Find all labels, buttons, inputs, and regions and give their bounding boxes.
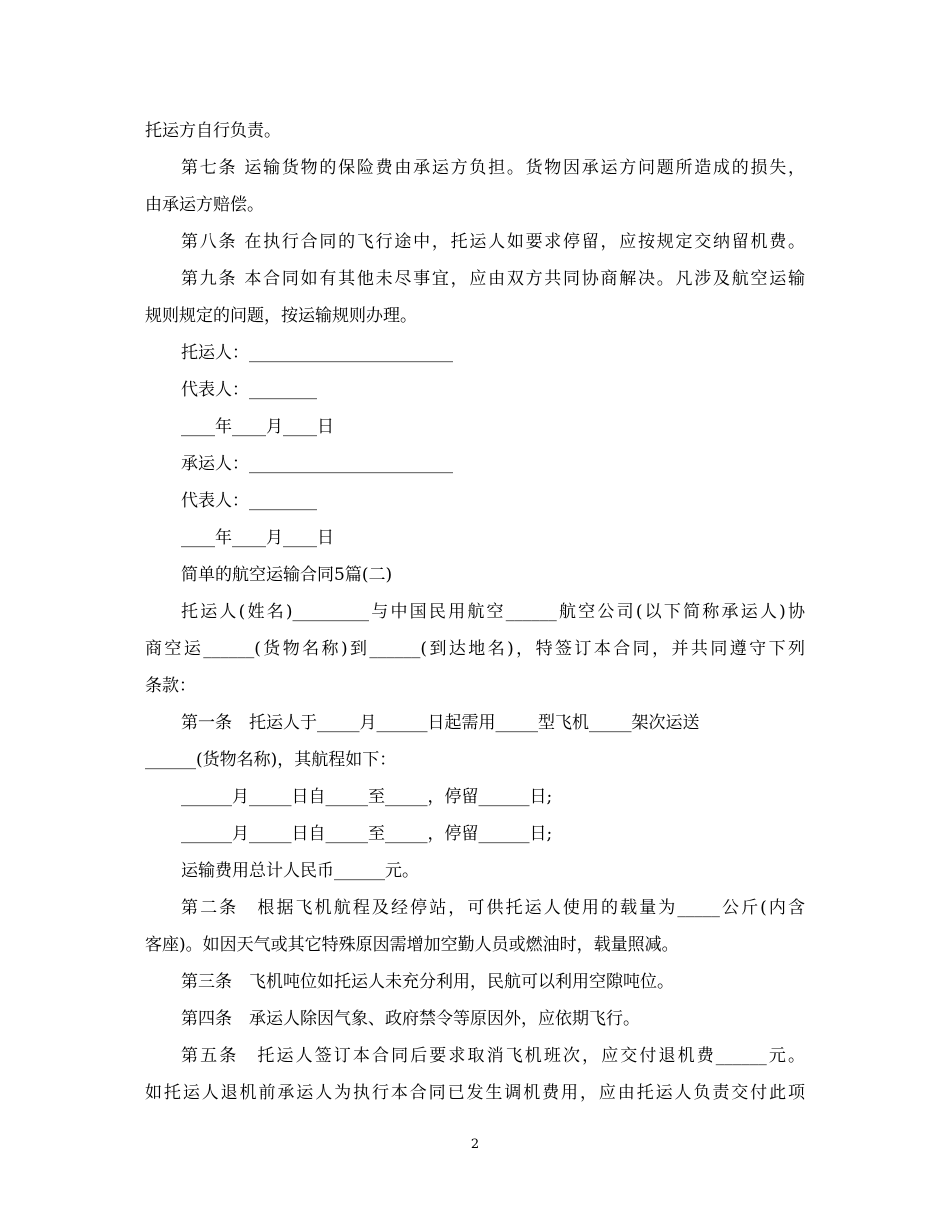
article-2-line: 第二条 根据飞机航程及经停站，可供托运人使用的载量为_____公斤(内含 (181, 898, 805, 918)
date-line: ____年____月____日 (181, 528, 334, 548)
intro-line: 托运人(姓名)_________与中国民用航空______航空公司(以下简称承运人)协 (181, 602, 805, 622)
route-line: ______月_____日自_____至_____，停留______日; (181, 787, 553, 807)
route-line: ______月_____日自_____至_____，停留______日; (181, 824, 553, 844)
article-3-line: 第三条 飞机吨位如托运人未充分利用，民航可以利用空隙吨位。 (181, 972, 674, 992)
fee-total-line: 运输费用总计人民币______元。 (181, 861, 419, 881)
paragraph-line: 规则规定的问题，按运输规则办理。 (145, 306, 417, 326)
article-7-line: 第七条 运输货物的保险费由承运方负担。货物因承运方问题所造成的损失， (181, 158, 805, 178)
date-line: ____年____月____日 (181, 417, 334, 437)
article-5-line: 如托运人退机前承运人为执行本合同已发生调机费用，应由托运人负责交付此项 (145, 1083, 805, 1103)
carrier-signature-line: 承运人：________________________ (181, 454, 453, 474)
paragraph-line: 托运方自行负责。 (145, 121, 281, 141)
section-heading: 简单的航空运输合同5篇(二) (181, 565, 393, 585)
article-8-line: 第八条 在执行合同的飞行途中，托运人如要求停留，应按规定交纳留机费。 (181, 232, 805, 252)
article-4-line: 第四条 承运人除因气象、政府禁令等原因外，应依期飞行。 (181, 1009, 640, 1029)
representative-line: 代表人：________ (181, 380, 317, 400)
representative-line: 代表人：________ (181, 491, 317, 511)
shipper-signature-line: 托运人：________________________ (181, 343, 453, 363)
article-2-line: 客座)。如因天气或其它特殊原因需增加空勤人员或燃油时，载量照减。 (145, 935, 679, 955)
article-9-line: 第九条 本合同如有其他未尽事宜，应由双方共同协商解决。凡涉及航空运输 (181, 269, 805, 289)
article-5-line: 第五条 托运人签订本合同后要求取消飞机班次，应交付退机费______元。 (181, 1046, 805, 1066)
contract-text (145, 113, 805, 1112)
intro-line: 条款： (145, 676, 196, 696)
article-1-line: ______(货物名称)，其航程如下： (145, 750, 397, 770)
paragraph-line: 由承运方赔偿。 (145, 195, 264, 215)
article-1-line: 第一条 托运人于_____月______日起需用_____型飞机_____架次运送 (181, 713, 700, 733)
page-number: 2 (470, 1137, 480, 1152)
intro-line: 商空运______(货物名称)到______(到达地名)，特签订本合同，并共同遵守下列 (145, 639, 805, 659)
